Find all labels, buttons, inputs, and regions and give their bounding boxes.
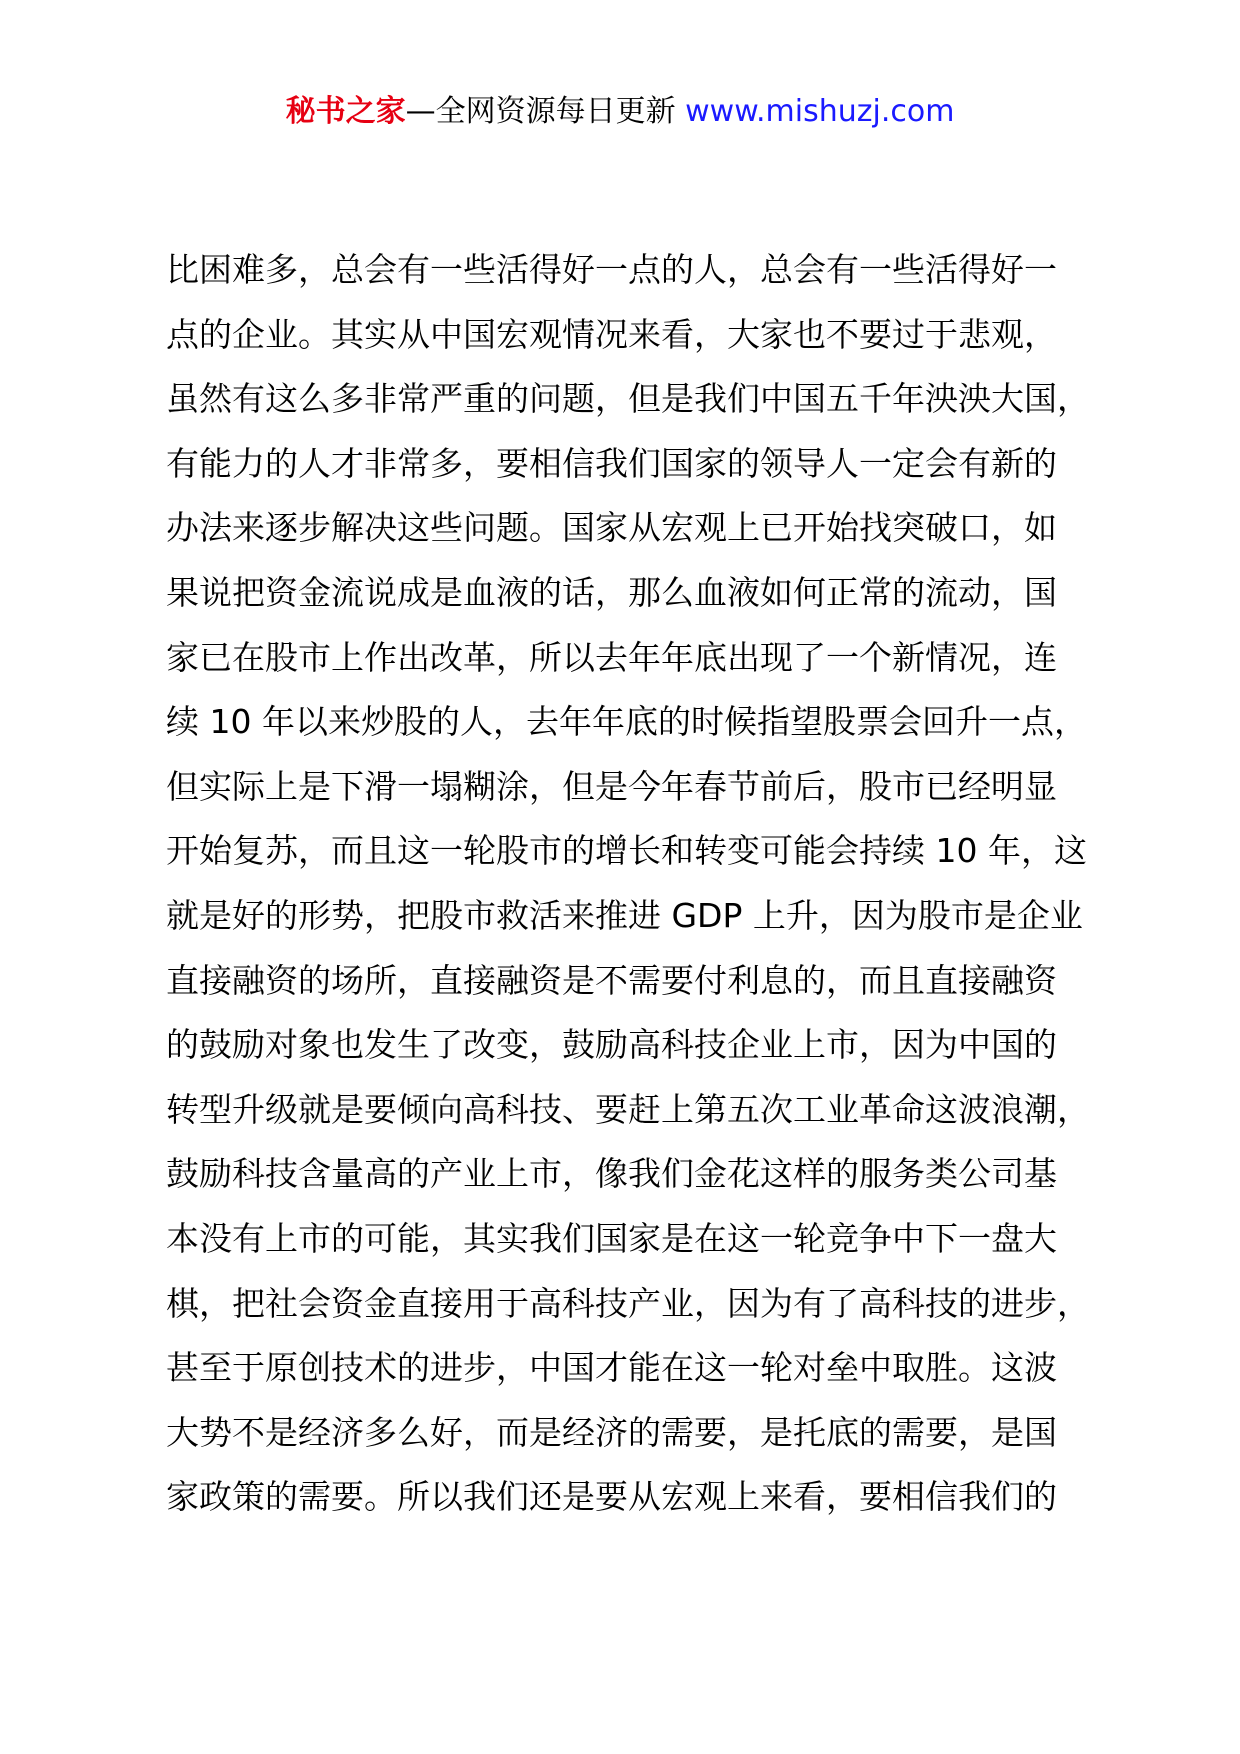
- text-line: 虽然有这么多非常严重的问题，但是我们中国五千年泱泱大国，: [166, 379, 1090, 419]
- text-line: 大势不是经济多么好，而是经济的需要，是托底的需要，是国: [166, 1412, 1057, 1452]
- text-line: 续 10 年以来炒股的人，去年年底的时候指望股票会回升一点，: [166, 702, 1087, 742]
- text-line: 本没有上市的可能，其实我们国家是在这一轮竞争中下一盘大: [166, 1218, 1057, 1258]
- text-line: 有能力的人才非常多，要相信我们国家的领导人一定会有新的: [166, 443, 1057, 483]
- site-url-link[interactable]: www.mishuzj.com: [685, 94, 955, 129]
- text-line: 比困难多，总会有一些活得好一点的人，总会有一些活得好一: [166, 250, 1057, 289]
- text-line: 就是好的形势，把股市救活来推进 GDP 上升，因为股市是企业: [166, 895, 1083, 935]
- text-line: 点的企业。其实从中国宏观情况来看，大家也不要过于悲观，: [166, 314, 1057, 354]
- site-slogan: —全网资源每日更新: [405, 94, 686, 129]
- text-line: 家政策的需要。所以我们还是要从宏观上来看，要相信我们的: [166, 1477, 1057, 1517]
- text-line: 棋，把社会资金直接用于高科技产业，因为有了高科技的进步，: [166, 1283, 1090, 1323]
- text-line: 家已在股市上作出改革，所以去年年底出现了一个新情况，连: [166, 637, 1057, 677]
- text-line: 果说把资金流说成是血液的话，那么血液如何正常的流动，国: [166, 572, 1057, 612]
- text-line: 鼓励科技含量高的产业上市，像我们金花这样的服务类公司基: [166, 1154, 1057, 1194]
- text-line: 转型升级就是要倾向高科技、要赶上第五次工业革命这波浪潮，: [166, 1089, 1090, 1129]
- text-line: 甚至于原创技术的进步，中国才能在这一轮对垒中取胜。这波: [166, 1348, 1057, 1388]
- text-line: 办法来逐步解决这些问题。国家从宏观上已开始找突破口，如: [166, 508, 1057, 548]
- text-line: 的鼓励对象也发生了改变，鼓励高科技企业上市，因为中国的: [166, 1025, 1057, 1065]
- document-body: [166, 238, 1126, 1530]
- text-line: 直接融资的场所，直接融资是不需要付利息的，而且直接融资: [166, 960, 1057, 1000]
- text-line: 开始复苏，而且这一轮股市的增长和转变可能会持续 10 年，这: [166, 831, 1087, 871]
- text-line: 但实际上是下滑一塌糊涂，但是今年春节前后，股市已经明显: [166, 766, 1057, 806]
- brand-name: 秘书之家: [285, 94, 406, 129]
- site-header: [0, 92, 1240, 132]
